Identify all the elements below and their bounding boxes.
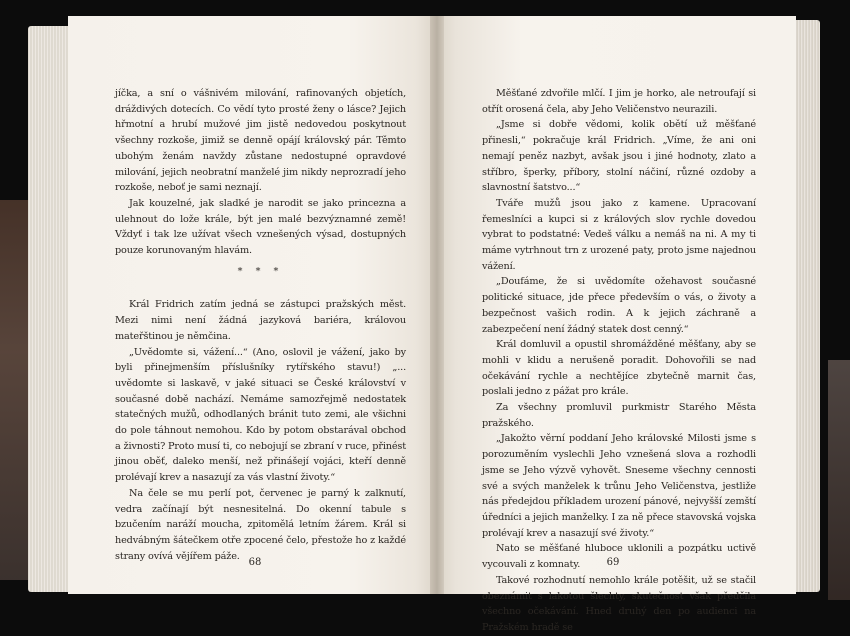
paragraph: Měšťané zdvořile mlčí. I jim je horko, ale netroufají si otřít orosená čela, aby Jeho Veličenstvo neurazili. [482, 88, 756, 115]
right-page-text [482, 86, 756, 636]
paragraph: „Doufáme, že si uvědomíte ožehavost současné politické situace, jde přece především o vás, o životy a bezpečnost vašich rodin. A k jejich záchraně a zabezpečení není žádný statek dost cenný.“ [482, 276, 756, 335]
paragraph: Král domluvil a opustil shromážděné měšťany, aby se mohli v klidu a nerušeně poradit. Dohovořili se nad očekávání rychle a nechtějíce zbytečně marnit čas, poslali jedno z pážat pro krále. [482, 339, 756, 398]
page-edges-left [28, 26, 72, 592]
section-separator: * * * [237, 265, 284, 277]
background-right [828, 360, 850, 600]
left-page [68, 16, 442, 594]
paragraph: Na čele se mu perlí pot, červenec je parný k zalknutí, vedra začínají být nesnesitelná. Do okenní tabule s bzučením naráží moucha, zpitomělá letním žárem. Král si hedvábným šátečkem otře zpocené čelo, přestože ho z každé strany ovívá vějířem páže. [115, 487, 406, 562]
page-number-right: 69 [606, 557, 620, 568]
paragraph: Za všechny promluvil purkmistr Starého Města pražského. [482, 402, 756, 429]
background-left [0, 200, 30, 580]
paragraph: jíčka, a sní o vášnivém milování, rafinovaných objetích, dráždivých dotecích. Co vědí tyto prosté ženy o lásce? Jejich hřmotní a hrubí mužové jim jistě nedovedou poskytnout všechny rozkoše, jimiž se denně opájí královský pár. Těmto ubohým ženám navždy zůstane nedostupné opravdové milování, jejich neobratní manželé jim nikdy neprozradí jeho rozkoše, neboť je sami neznají. [115, 88, 406, 194]
book-gutter [430, 16, 444, 594]
paragraph: „Uvědomte si, vážení...“ (Ano, oslovil je vážení, jako by byli přinejmenším příslušníky rytířského stavu!) „... uvědomte si laskavě, v jaké situaci se České království v současné době nachází. Nemáme samozřejmě nedostatek statečných mužů, odhodlaných bránit tuto zemi, ale všichni do pole táhnout nemohou. Kdo by potom obstarával obchod a živnosti? Proto musí ti, co nebojují se zbraní v ruce, přinést jinou oběť, daleko menší, než přinášejí vojáci, kteří denně prolévají krev a nasazují za vás vlastní životy.“ [115, 346, 406, 484]
left-page-text [115, 86, 406, 564]
page-edges-right [794, 20, 820, 592]
page-number-left: 68 [248, 557, 262, 568]
paragraph: Tváře mužů jsou jako z kamene. Upracovaní řemeslníci a kupci si z králových slov rychle dovedou vybrat to podstatné: Vedeš válku a nemáš na ni. A my ti máme vytrhnout trn z urozené paty, proto jsme najednou vážení. [482, 197, 756, 272]
open-book [28, 8, 820, 633]
paragraph: „Jakožto věrní poddaní Jeho královské Milosti jsme s porozuměním vyslechli Jeho vznešená slova a rozhodli jsme se Jeho výzvě vyhovět. Sneseme všechny cennosti své a svých manželek k trůnu Jeho Veličenstva, jestliže nás předejdou příkladem urození pánové, nejvyšší zemští úředníci a jejich manželky. I za ně přece stavovská vojska prolévají krev a nasazují své životy.“ [482, 433, 756, 539]
paragraph: Nato se měšťané hluboce uklonili a pozpátku uctivě vycouvali z komnaty. [482, 543, 756, 571]
right-page [430, 16, 796, 633]
paragraph: „Jsme si dobře vědomi, kolik obětí už měšťané přinesli,“ pokračuje král Fridrich. „Víme, že ani oni nemají peněz nazbyt, avšak jsou i jiné hodnoty, zlato a stříbro, šperky, příbory, stolní náčiní, různé ozdoby a slavnostní šatstvo...“ [482, 119, 756, 194]
paragraph: Takové rozhodnutí nemohlo krále potěšit, už se stačil obeznámit s lakotou šlechty, skutečnost však předčila všechno očekávání. Hned druhý den po audienci na Pražském hradě se [482, 574, 756, 633]
paragraph: Jak kouzelné, jak sladké je narodit se jako princezna a ulehnout do lože krále, být jen malé bezvýznamné země! Vždyť i tak lze užívat všech vznešených výsad, dostupných pouze korunovaným hlavám. [115, 197, 406, 257]
paragraph: Král Fridrich zatím jedná se zástupci pražských měst. Mezi nimi není žádná jazyková bariéra, královou mateřštinou je němčina. [115, 299, 406, 342]
